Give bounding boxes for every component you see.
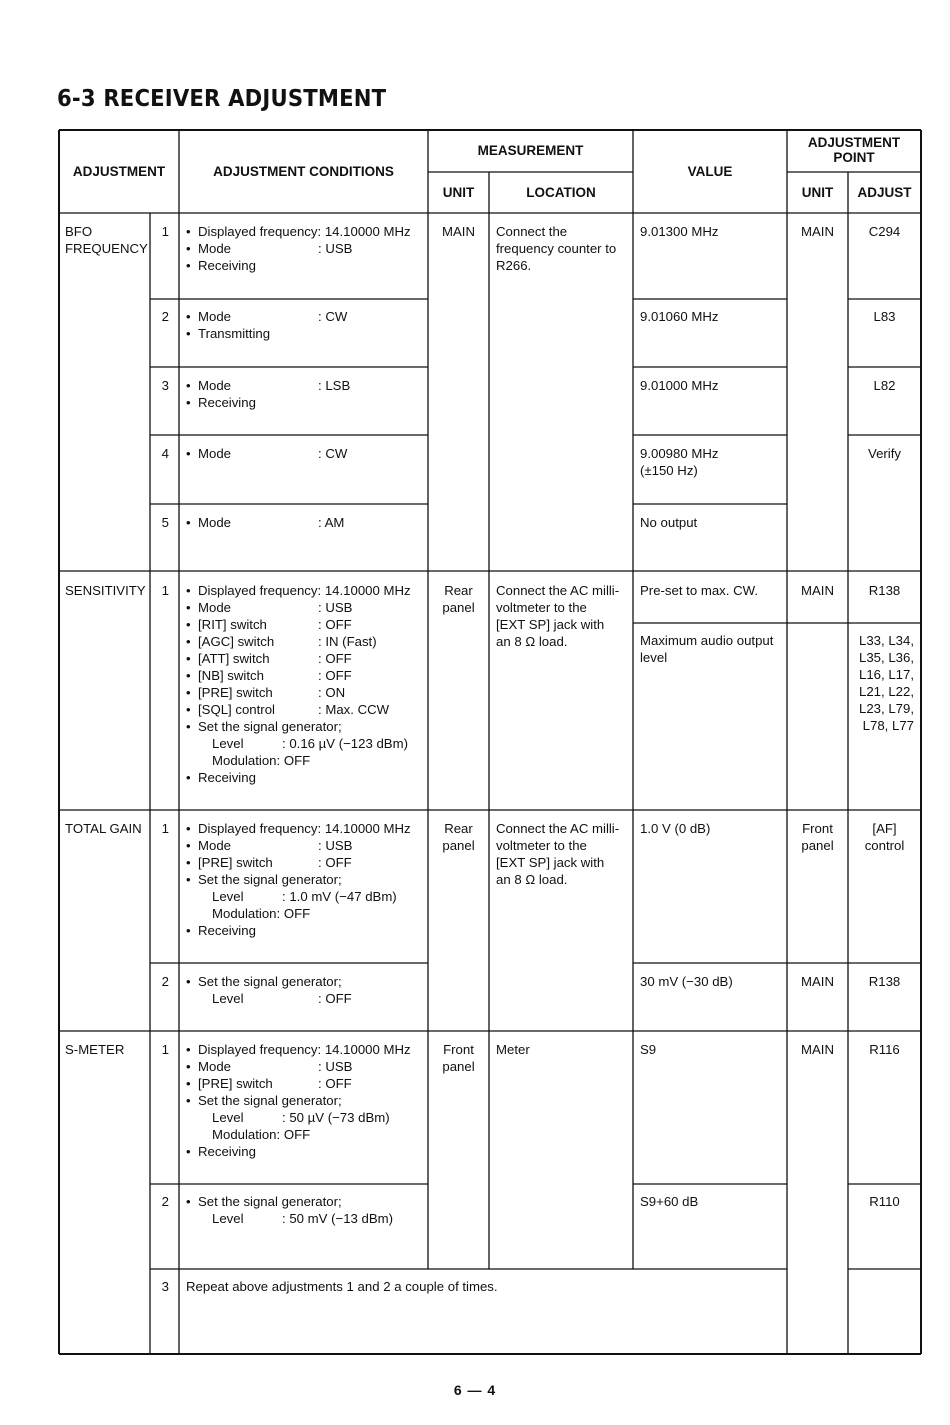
bfo-step-4-value: 9.00980 MHz (±150 Hz) xyxy=(640,446,719,478)
bfo-step-2-number: 2 xyxy=(161,309,169,324)
s-meter-step-2-number: 2 xyxy=(161,1194,169,1209)
bfo-step-2-conditions: • Mode : CW • Transmitting xyxy=(186,309,348,341)
bfo-step-5-value: No output xyxy=(640,515,698,530)
bfo-step-3-number: 3 xyxy=(161,378,169,393)
s-meter-step-3-note: Repeat above adjustments 1 and 2 a couple of times. xyxy=(186,1279,498,1294)
group-name-bfo: BFO FREQUENCY xyxy=(65,224,148,256)
bfo-point-unit: MAIN xyxy=(801,224,834,239)
total-gain-step-2-value: 30 mV (−30 dB) xyxy=(640,974,733,989)
sensitivity-step-1-adjust-2: L33, L34, L35, L36, L16, L17, L21, L22, L23, L79, L78, L77 xyxy=(859,633,914,733)
bfo-step-1-number: 1 xyxy=(161,224,169,239)
sensitivity-step-1-value: Pre-set to max. CW. xyxy=(640,583,758,598)
s-meter-measurement-unit: Front panel xyxy=(442,1042,475,1074)
header-conditions: ADJUSTMENT CONDITIONS xyxy=(213,164,394,179)
bfo-step-3-conditions: • Mode : LSB • Receiving xyxy=(186,378,351,410)
total-gain-step-1-value: 1.0 V (0 dB) xyxy=(640,821,711,836)
header-location: LOCATION xyxy=(526,185,596,200)
group-name-sensitivity: SENSITIVITY xyxy=(65,583,146,598)
s-meter-step-1-number: 1 xyxy=(161,1042,169,1057)
sensitivity-point-unit: MAIN xyxy=(801,583,834,598)
bfo-step-3-adjust: L82 xyxy=(873,378,896,393)
s-meter-step-1-value: S9 xyxy=(640,1042,657,1057)
total-gain-step-2-conditions: • Set the signal generator; Level : OFF xyxy=(186,974,352,1006)
header-adjustment-point: ADJUSTMENT POINT xyxy=(807,135,901,165)
total-gain-step-1-adjust: [AF] control xyxy=(864,821,905,853)
total-gain-step-1-conditions: • Displayed frequency: 14.10000 MHz • Mode : USB • [PRE] switch : OFF • Set the signal generator; Level : 1.0 mV (−47 dBm) Modulation: OFF • Receiving xyxy=(186,821,411,938)
bfo-step-4-adjust: Verify xyxy=(868,446,901,461)
header-point-adjust: ADJUST xyxy=(857,185,912,200)
bfo-step-5-number: 5 xyxy=(161,515,169,530)
sensitivity-measurement-unit: Rear panel xyxy=(442,583,475,615)
bfo-step-3-value: 9.01000 MHz xyxy=(640,378,719,393)
bfo-step-4-conditions: • Mode : CW xyxy=(186,446,348,461)
total-gain-step-2-number: 2 xyxy=(161,974,169,989)
total-gain-step-2-point-unit: MAIN xyxy=(801,974,834,989)
sensitivity-location: Connect the AC milli- voltmeter to the [EXT SP] jack with an 8 Ω load. xyxy=(496,583,620,649)
bfo-measurement-unit: MAIN xyxy=(442,224,475,239)
total-gain-step-2-adjust: R138 xyxy=(868,974,901,989)
bfo-step-1-value: 9.01300 MHz xyxy=(640,224,719,239)
bfo-step-2-adjust: L83 xyxy=(873,309,896,324)
s-meter-step-1-adjust: R116 xyxy=(869,1042,900,1057)
s-meter-location: Meter xyxy=(496,1042,530,1057)
page-number: 6 — 4 xyxy=(453,1382,497,1398)
bfo-step-2-value: 9.01060 MHz xyxy=(640,309,719,324)
s-meter-step-1-conditions: • Displayed frequency: 14.10000 MHz • Mode : USB • [PRE] switch : OFF • Set the signal generator; Level : 50 µV (−73 dBm) Modulation: OFF • Receiving xyxy=(186,1042,411,1159)
sensitivity-step-1-value-2: Maximum audio output level xyxy=(640,633,774,665)
s-meter-step-3-number: 3 xyxy=(161,1279,169,1294)
total-gain-location: Connect the AC milli- voltmeter to the [EXT SP] jack with an 8 Ω load. xyxy=(496,821,620,887)
group-name-s-meter: S-METER xyxy=(65,1042,125,1057)
bfo-step-5-conditions: • Mode : AM xyxy=(186,515,345,530)
bfo-location: Connect the frequency counter to R266. xyxy=(496,224,617,273)
header-measurement: MEASUREMENT xyxy=(477,143,584,158)
total-gain-step-1-number: 1 xyxy=(161,821,169,836)
sensitivity-step-1-number: 1 xyxy=(161,583,169,598)
page-title: 6-3 RECEIVER ADJUSTMENT xyxy=(57,86,387,112)
s-meter-point-unit: MAIN xyxy=(801,1042,834,1057)
header-point-unit: UNIT xyxy=(801,185,834,200)
s-meter-step-2-conditions: • Set the signal generator; Level : 50 mV (−13 dBm) xyxy=(186,1194,394,1226)
s-meter-step-2-value: S9+60 dB xyxy=(640,1194,699,1209)
sensitivity-step-1-adjust: R138 xyxy=(868,583,901,598)
total-gain-step-1-point-unit: Front panel xyxy=(801,821,834,853)
bfo-step-1-conditions: • Displayed frequency: 14.10000 MHz • Mode : USB • Receiving xyxy=(186,224,411,273)
header-adjustment: ADJUSTMENT xyxy=(72,164,166,179)
bfo-step-1-adjust: C294 xyxy=(868,224,901,239)
header-measurement-unit: UNIT xyxy=(442,185,475,200)
total-gain-measurement-unit: Rear panel xyxy=(442,821,475,853)
header-value: VALUE xyxy=(687,164,733,179)
s-meter-step-2-adjust: R110 xyxy=(869,1194,900,1209)
group-name-total-gain: TOTAL GAIN xyxy=(65,821,142,836)
bfo-step-4-number: 4 xyxy=(161,446,169,461)
sensitivity-step-1-conditions: • Displayed frequency: 14.10000 MHz • Mode : USB • [RIT] switch : OFF • [AGC] switch : IN (Fast) • [ATT] switch : OFF • [NB] switch : OFF • [PRE] switch : ON • [SQL] control : Max. CCW • Set the signal generator; Level : 0.16 µV (−123 dBm) Modulation: OFF • Receiving xyxy=(186,583,411,785)
